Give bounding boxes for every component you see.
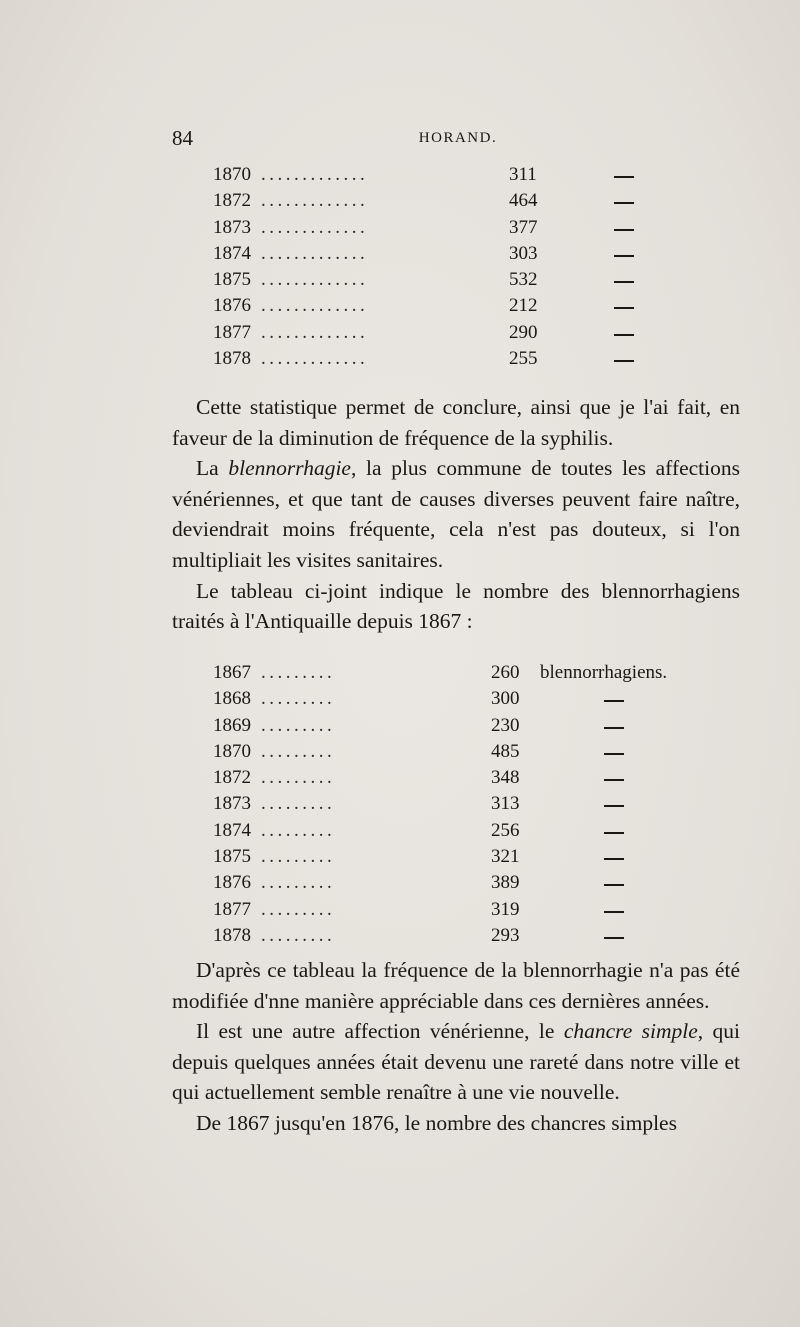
year-cell: 1872 xyxy=(213,190,251,212)
dot-leader: ......... xyxy=(261,898,336,920)
count-cell: 313 xyxy=(491,793,520,815)
count-cell: 311 xyxy=(509,164,537,185)
paragraph xyxy=(172,453,740,575)
count-cell: 230 xyxy=(491,714,520,736)
dot-leader: ............. xyxy=(261,190,369,212)
count-cell: 377 xyxy=(509,216,538,238)
paragraph xyxy=(172,392,740,453)
year-cell: 1877 xyxy=(213,898,251,920)
paragraph xyxy=(172,1016,740,1108)
page-number: 84 xyxy=(172,126,193,150)
dot-leader: ............. xyxy=(261,269,369,291)
count-cell: 256 xyxy=(491,819,520,841)
dot-leader: ......... xyxy=(261,846,336,868)
dot-leader: ......... xyxy=(261,740,336,762)
ditto-dash xyxy=(604,911,624,913)
dot-leader: ......... xyxy=(261,767,336,789)
ditto-dash xyxy=(614,281,634,283)
count-cell: 212 xyxy=(509,295,538,317)
running-title: HORAND. xyxy=(418,130,498,146)
dot-leader: ......... xyxy=(261,793,336,815)
ditto-dash xyxy=(614,202,634,204)
page-header xyxy=(172,126,744,156)
text-block-b xyxy=(172,955,740,1139)
ditto-dash xyxy=(614,176,634,178)
dot-leader: ......... xyxy=(261,872,336,894)
ditto-dash xyxy=(604,858,624,860)
ditto-dash xyxy=(614,334,634,336)
text-run: Le tableau ci-joint indique le nombre des blennorrhagiens traités à l'Antiquaille depuis 1867 : xyxy=(172,578,740,634)
year-cell: 1873 xyxy=(213,216,251,238)
dot-leader: ............. xyxy=(261,216,369,238)
ditto-dash xyxy=(614,360,634,362)
text-run: , la plus commune de toutes les affections vénériennes, et que tant de causes diverses peuvent faire naître, deviendrait moins fréquente, cela n'est pas douteux, si l'on multipliait les visites sanitaires. xyxy=(172,456,740,572)
italic-term: chancre simple xyxy=(563,1019,698,1044)
ditto-dash xyxy=(614,255,634,257)
dot-leader: ......... xyxy=(261,714,336,736)
year-cell: 1876 xyxy=(213,872,251,894)
dot-leader: ......... xyxy=(261,924,336,946)
count-cell: 532 xyxy=(509,269,538,291)
count-cell: 464 xyxy=(509,190,538,212)
text-run: , qui depuis quelques années était devenu une rareté dans notre ville et qui actuellement semble renaître à une vie nouvelle. xyxy=(172,1019,740,1105)
text-run: De 1867 jusqu'en 1876, le nombre des chancres simples xyxy=(196,1110,677,1135)
year-cell: 1876 xyxy=(213,295,251,317)
dot-leader: ............. xyxy=(261,348,369,370)
year-cell: 1875 xyxy=(213,846,251,868)
count-cell: 293 xyxy=(491,924,520,946)
dot-leader: ......... xyxy=(261,662,336,683)
count-cell: 300 xyxy=(491,688,520,710)
year-cell: 1867 xyxy=(213,662,251,683)
dot-leader: ......... xyxy=(261,688,336,710)
ditto-dash xyxy=(604,805,624,807)
count-cell: 485 xyxy=(491,740,520,762)
text-run: Cette statistique permet de conclure, ainsi que je l'ai fait, en faveur de la diminution de fréquence de la syphilis. xyxy=(172,395,740,450)
paragraph xyxy=(172,955,740,1016)
dot-leader: ............. xyxy=(261,164,369,185)
paragraph xyxy=(172,576,740,637)
dot-leader: ............. xyxy=(261,321,369,343)
year-cell: 1878 xyxy=(213,348,251,370)
ditto-dash xyxy=(614,307,634,309)
year-cell: 1868 xyxy=(213,688,251,710)
year-cell: 1877 xyxy=(213,321,251,343)
year-cell: 1869 xyxy=(213,714,251,736)
text-run: La xyxy=(196,456,229,481)
italic-term: blennorrhagie xyxy=(228,456,351,481)
year-cell: 1873 xyxy=(213,793,251,815)
year-cell: 1874 xyxy=(213,819,251,841)
text-block-a xyxy=(172,392,740,637)
year-cell: 1875 xyxy=(213,269,251,291)
text-run: Il est une autre affection vénérienne, le xyxy=(196,1019,564,1044)
count-cell: 319 xyxy=(491,898,520,920)
ditto-dash xyxy=(604,832,624,834)
paragraph xyxy=(172,1108,740,1139)
ditto-dash xyxy=(614,229,634,231)
count-cell: 290 xyxy=(509,321,538,343)
ditto-dash xyxy=(604,727,624,729)
year-cell: 1870 xyxy=(213,740,251,762)
ditto-dash xyxy=(604,937,624,939)
count-cell: 255 xyxy=(509,348,538,370)
unit-cell: blennorrhagiens. xyxy=(540,662,668,683)
year-cell: 1874 xyxy=(213,242,251,264)
dot-leader: ......... xyxy=(261,819,336,841)
count-cell: 321 xyxy=(491,846,520,868)
ditto-dash xyxy=(604,884,624,886)
dot-leader: ............. xyxy=(261,242,369,264)
dot-leader: ............. xyxy=(261,295,369,317)
text-run: D'après ce tableau la fréquence de la blennorrhagie n'a pas été modifiée d'nne manière appréciable dans ces dernières années. xyxy=(172,958,740,1013)
ditto-dash xyxy=(604,753,624,755)
year-cell: 1878 xyxy=(213,924,251,946)
ditto-dash xyxy=(604,700,624,702)
ditto-dash xyxy=(604,779,624,781)
year-cell: 1870 xyxy=(213,164,251,185)
count-cell: 348 xyxy=(491,767,520,789)
year-cell: 1872 xyxy=(213,767,251,789)
count-cell: 389 xyxy=(491,872,520,894)
count-cell: 303 xyxy=(509,242,538,264)
count-cell: 260 xyxy=(491,662,520,683)
